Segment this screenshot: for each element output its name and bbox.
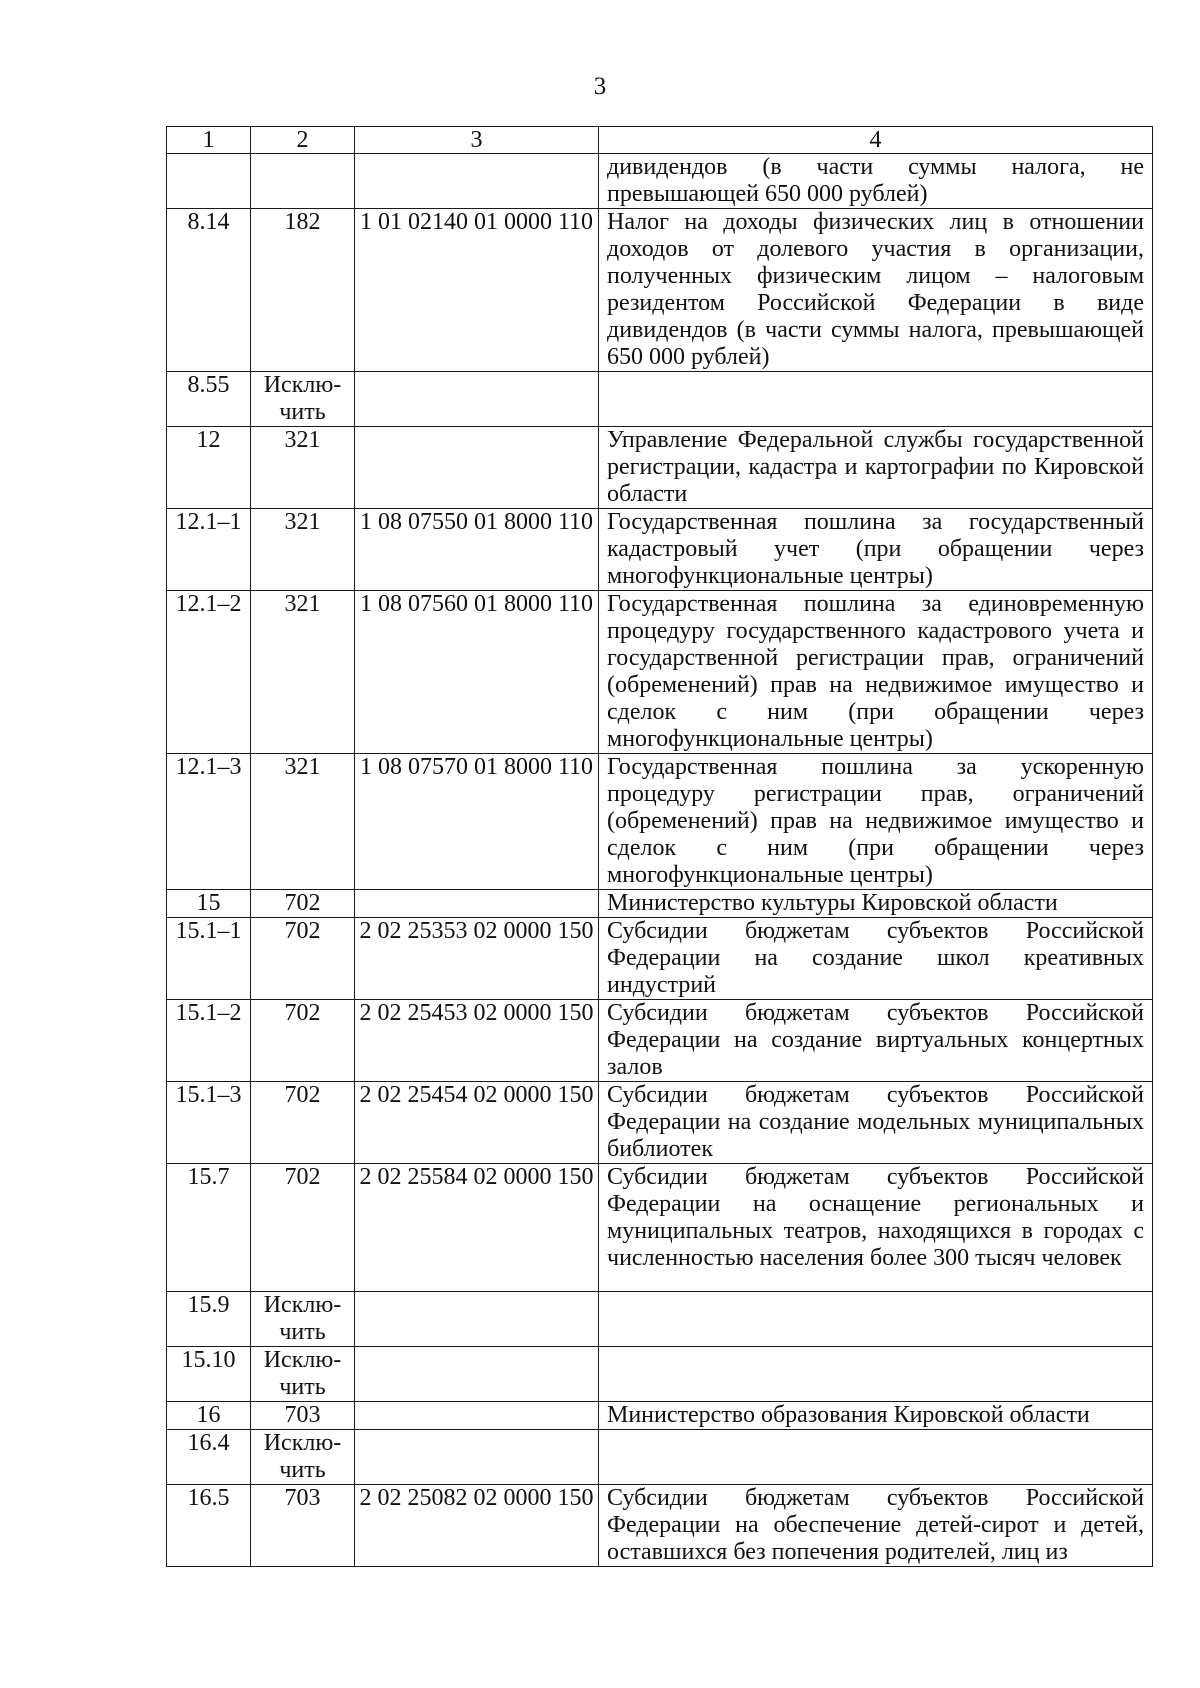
row-number-cell: 15 [167, 890, 251, 918]
row-number-cell: 8.55 [167, 372, 251, 427]
description-cell: Государственная пошлина за единовременную процедуру государственного кадастрового учета и государственной регистрации прав, ограничений (обременений) прав на недвижимое имущество и сделок с ним (при обращении через многофункциональные центры) [599, 591, 1153, 754]
admin-code-cell: 703 [251, 1402, 355, 1430]
description-cell [599, 1347, 1153, 1402]
description-cell: Субсидии бюджетам субъектов Российской Федерации на создание виртуальных концертных залов [599, 1000, 1153, 1082]
kbk-code-cell [355, 890, 599, 918]
row-number-cell: 8.14 [167, 209, 251, 372]
description-cell [599, 372, 1153, 427]
description-cell [599, 1292, 1153, 1347]
header-col-3: 3 [355, 127, 599, 154]
kbk-code-cell: 2 02 25353 02 0000 150 [355, 918, 599, 1000]
row-number-cell: 12.1–2 [167, 591, 251, 754]
kbk-code-cell [355, 154, 599, 209]
admin-code-cell: 702 [251, 918, 355, 1000]
admin-code-cell: Исклю- чить [251, 372, 355, 427]
admin-code-cell: Исклю- чить [251, 1430, 355, 1485]
admin-code-cell: 321 [251, 591, 355, 754]
kbk-code-cell: 2 02 25082 02 0000 150 [355, 1485, 599, 1567]
row-number-cell: 15.1–3 [167, 1082, 251, 1164]
description-cell: Государственная пошлина за государственный кадастровый учет (при обращении через многофункциональные центры) [599, 509, 1153, 591]
kbk-code-cell: 2 02 25584 02 0000 150 [355, 1164, 599, 1292]
description-cell: Государственная пошлина за ускоренную процедуру регистрации прав, ограничений (обременений) прав на недвижимое имущество и сделок с ним (при обращении через многофункциональные центры) [599, 754, 1153, 890]
row-number-cell: 12 [167, 427, 251, 509]
table-row [167, 209, 1153, 372]
row-number-cell: 15.1–1 [167, 918, 251, 1000]
table-row [167, 754, 1153, 890]
table-row [167, 1347, 1153, 1402]
table-row [167, 427, 1153, 509]
row-number-cell: 15.1–2 [167, 1000, 251, 1082]
table-row [167, 1485, 1153, 1567]
row-number-cell: 15.9 [167, 1292, 251, 1347]
table-row [167, 1430, 1153, 1485]
kbk-code-cell: 2 02 25453 02 0000 150 [355, 1000, 599, 1082]
row-number-cell: 12.1–3 [167, 754, 251, 890]
row-number-cell [167, 154, 251, 209]
table-row [167, 509, 1153, 591]
table-header-row [167, 127, 1153, 154]
description-cell: Субсидии бюджетам субъектов Российской Федерации на обеспечение детей-сирот и детей, оставшихся без попечения родителей, лиц из [599, 1485, 1153, 1567]
kbk-code-cell: 1 08 07560 01 8000 110 [355, 591, 599, 754]
kbk-code-cell [355, 372, 599, 427]
kbk-code-cell [355, 427, 599, 509]
description-cell: Министерство образования Кировской области [599, 1402, 1153, 1430]
table-row [167, 591, 1153, 754]
table-row [167, 372, 1153, 427]
admin-code-cell: 703 [251, 1485, 355, 1567]
header-col-1: 1 [167, 127, 251, 154]
page-number: 3 [593, 73, 607, 100]
description-cell: Субсидии бюджетам субъектов Российской Федерации на создание модельных муниципальных библиотек [599, 1082, 1153, 1164]
kbk-code-cell: 1 01 02140 01 0000 110 [355, 209, 599, 372]
table-row [167, 154, 1153, 209]
header-col-2: 2 [251, 127, 355, 154]
table-row [167, 1292, 1153, 1347]
table-row [167, 1082, 1153, 1164]
admin-code-cell: 321 [251, 427, 355, 509]
description-cell: Налог на доходы физических лиц в отношении доходов от долевого участия в организации, полученных физическим лицом – налоговым резидентом Российской Федерации в виде дивидендов (в части суммы налога, превышающей 650 000 рублей) [599, 209, 1153, 372]
table-row [167, 918, 1153, 1000]
row-number-cell: 16 [167, 1402, 251, 1430]
table-row [167, 1000, 1153, 1082]
table-body [167, 154, 1153, 1567]
header-col-4: 4 [599, 127, 1153, 154]
admin-code-cell: Исклю- чить [251, 1292, 355, 1347]
admin-code-cell: 702 [251, 1164, 355, 1292]
admin-code-cell: 321 [251, 509, 355, 591]
description-cell: Управление Федеральной службы государственной регистрации, кадастра и картографии по Кировской области [599, 427, 1153, 509]
row-number-cell: 16.4 [167, 1430, 251, 1485]
admin-code-cell: 182 [251, 209, 355, 372]
kbk-code-cell: 1 08 07550 01 8000 110 [355, 509, 599, 591]
admin-code-cell: 702 [251, 1000, 355, 1082]
description-cell: Субсидии бюджетам субъектов Российской Федерации на создание школ креативных индустрий [599, 918, 1153, 1000]
kbk-code-cell [355, 1347, 599, 1402]
row-number-cell: 15.7 [167, 1164, 251, 1292]
description-cell: Субсидии бюджетам субъектов Российской Федерации на оснащение региональных и муниципальных театров, находящихся в городах с численностью населения более 300 тысяч человек [599, 1164, 1153, 1292]
revenue-codes-table [166, 126, 1153, 1567]
kbk-code-cell: 2 02 25454 02 0000 150 [355, 1082, 599, 1164]
table-row [167, 890, 1153, 918]
description-cell [599, 1430, 1153, 1485]
description-cell: Министерство культуры Кировской области [599, 890, 1153, 918]
kbk-code-cell [355, 1402, 599, 1430]
row-number-cell: 15.10 [167, 1347, 251, 1402]
table-row [167, 1164, 1153, 1292]
table-row [167, 1402, 1153, 1430]
admin-code-cell: 702 [251, 1082, 355, 1164]
kbk-code-cell [355, 1430, 599, 1485]
admin-code-cell: 702 [251, 890, 355, 918]
description-cell: дивидендов (в части суммы налога, не превышающей 650 000 рублей) [599, 154, 1153, 209]
row-number-cell: 12.1–1 [167, 509, 251, 591]
row-number-cell: 16.5 [167, 1485, 251, 1567]
admin-code-cell: Исклю- чить [251, 1347, 355, 1402]
kbk-code-cell: 1 08 07570 01 8000 110 [355, 754, 599, 890]
admin-code-cell [251, 154, 355, 209]
kbk-code-cell [355, 1292, 599, 1347]
admin-code-cell: 321 [251, 754, 355, 890]
